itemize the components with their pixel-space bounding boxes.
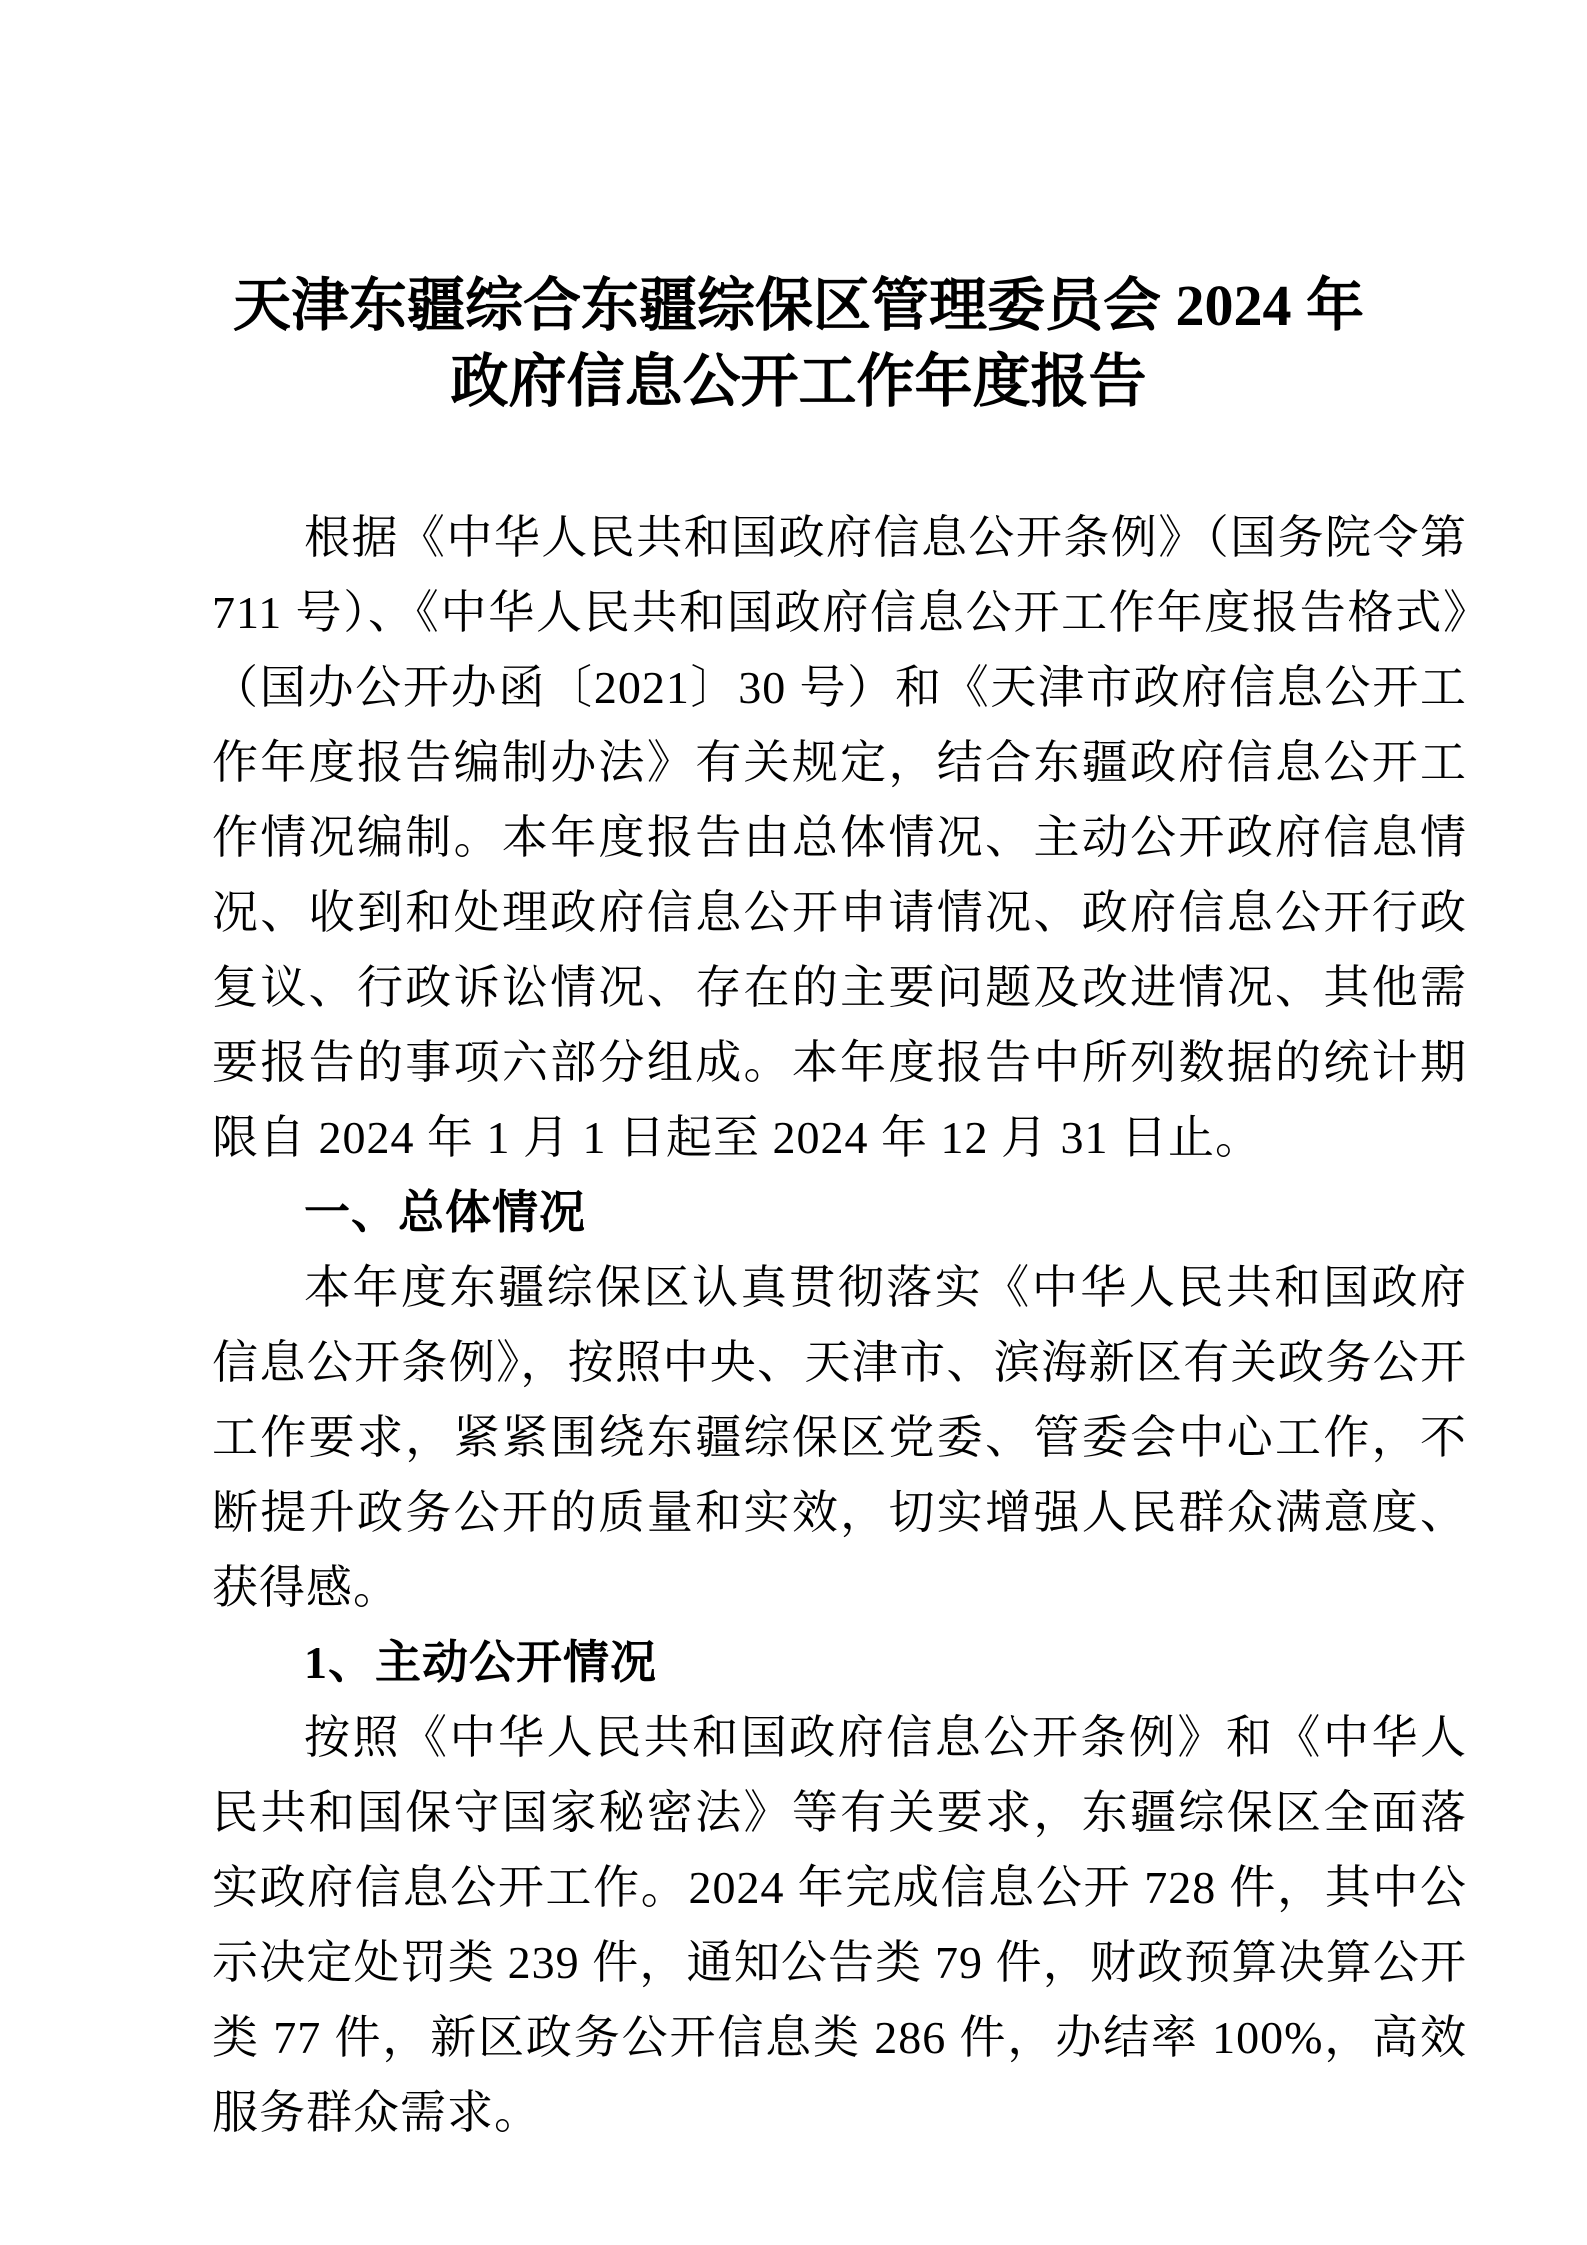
document-title-line2: 政府信息公开工作年度报告 [450, 349, 1147, 414]
document-title-line1: 天津东疆综合东疆综保区管理委员会 2024 年 [232, 273, 1364, 338]
paragraph-report-basis: 根据《中华人民共和国政府信息公开条例》（国务院令第 711 号）、《中华人民共和国政府信息公开工作年度报告格式》（国办公开办函〔2021〕30 号）和《天津市政府信息公开工作年度报告编制办法》有关规定，结合东疆政府信息公开工作情况编制。本年度报告由总体情况、主动公开政府信息情况、收到和处理政府信息公开申请情况、政府信息公开行政复议、行政诉讼情况、存在的主要问题及改进情况、其他需要报告的事项六部分组成。本年度报告中所列数据的统计期限自 2024 年 1 月 1 日起至 2024 年 12 月 31 日止。 [212, 512, 1467, 1163]
section-heading-overall-situation: 一、总体情况 [304, 1186, 586, 1238]
subsection-heading-proactive-disclosure: 1、主动公开情况 [304, 1637, 657, 1688]
paragraph-proactive-disclosure: 按照《中华人民共和国政府信息公开条例》和《中华人民共和国保守国家秘密法》等有关要求，东疆综保区全面落实政府信息公开工作。2024 年完成信息公开 728 件，其中公示决定处罚类 239 件，通知公告类 79 件，财政预算决算公开类 77 件，新区政务公开信息类 286 件，办结率 100%，高效服务群众需求。 [212, 1712, 1467, 2138]
paragraph-overall-situation: 本年度东疆综保区认真贯彻落实《中华人民共和国政府信息公开条例》，按照中央、天津市、滨海新区有关政务公开工作要求，紧紧围绕东疆综保区党委、管委会中心工作，不断提升政务公开的质量和实效，切实增强人民群众满意度、获得感。 [212, 1262, 1467, 1613]
document-title [171, 268, 1426, 420]
